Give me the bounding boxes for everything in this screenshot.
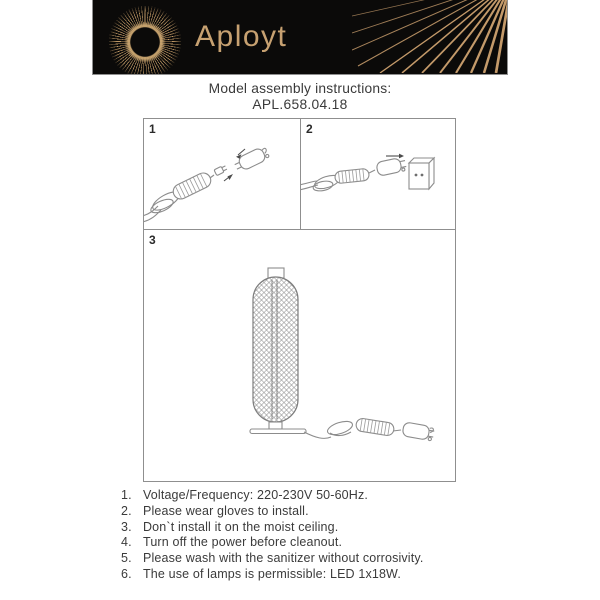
sunburst-logo-icon (109, 6, 181, 75)
step-2-illustration-plug-socket-icon (301, 119, 455, 229)
corner-rays-icon (352, 0, 507, 73)
step-1-label: 1 (149, 122, 156, 136)
step-1-illustration-cord-plug-icon (144, 119, 300, 229)
brand-banner (92, 0, 508, 75)
instruction-text: Voltage/Frequency: 220-230V 50-60Hz. (143, 488, 368, 502)
step-2-panel (301, 119, 455, 229)
instruction-text: Turn off the power before cleanout. (143, 535, 343, 550)
step-2-label: 2 (306, 122, 313, 136)
step-1-panel (144, 119, 300, 229)
instruction-list (121, 488, 541, 583)
instruction-item (121, 520, 541, 536)
title-block (0, 81, 600, 112)
instruction-text: The use of lamps is permissible: LED 1x18W. (143, 566, 401, 581)
instruction-item (121, 551, 541, 567)
model-number: APL.658.04.18 (252, 97, 348, 112)
assembly-diagram-box (143, 118, 456, 482)
step-3-panel (144, 230, 455, 481)
instruction-number: 4. (121, 535, 132, 550)
instruction-number: 1. (121, 488, 132, 502)
instruction-item (121, 567, 541, 583)
instruction-number: 5. (121, 551, 132, 566)
step-3-label: 3 (149, 233, 156, 247)
step-3-illustration-assembled-lamp-icon (144, 230, 455, 481)
instruction-item (121, 504, 541, 520)
instruction-number: 2. (121, 503, 132, 518)
instruction-text: Please wash with the sanitizer without corrosivity. (143, 551, 424, 566)
instruction-number: 6. (121, 566, 132, 581)
instruction-text: Don`t install it on the moist ceiling. (143, 519, 339, 534)
instruction-item (121, 488, 541, 504)
instruction-text: Please wear gloves to install. (143, 503, 309, 518)
brand-name: Aployt (195, 20, 288, 53)
instruction-number: 3. (121, 519, 132, 534)
page-title: Model assembly instructions: (208, 81, 392, 96)
instruction-item (121, 535, 541, 551)
